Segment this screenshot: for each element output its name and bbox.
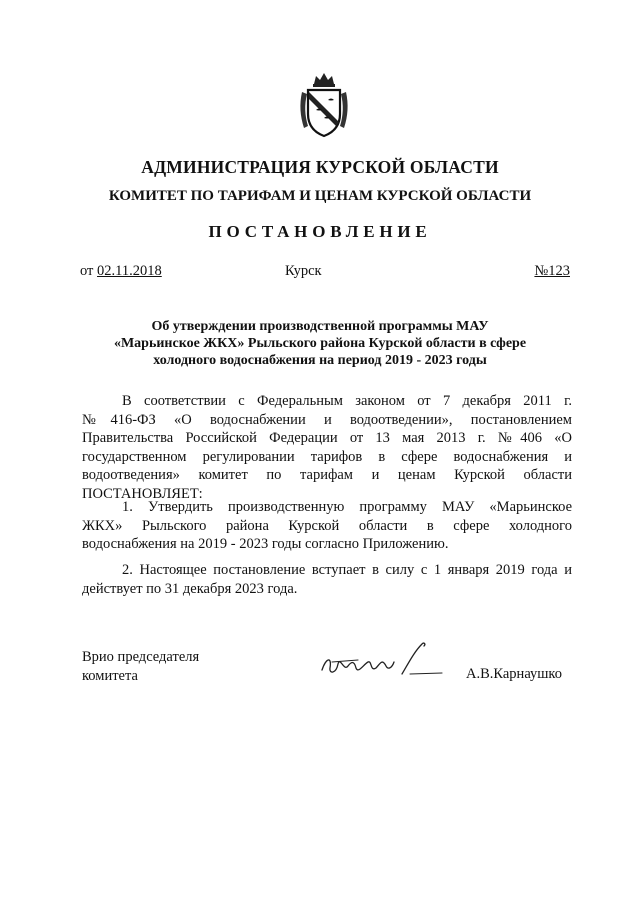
paragraph-line: водоотведения» комитет по тарифам и ценам Курской области [82,467,572,484]
signatory-name: А.В.Карнаушко [466,666,562,682]
paragraph-line: ЖКХ» Рыльского района Курской области в сфере холодного [82,517,572,534]
document-subject [90,318,550,369]
handwritten-signature [318,640,446,684]
committee-title: КОМИТЕТ ПО ТАРИФАМ И ЦЕНАМ КУРСКОЙ ОБЛАСТИ [108,188,532,204]
paragraph-line: ПОСТАНОВЛЯЕТ: [82,485,203,502]
paragraph-preamble [82,392,572,504]
paragraph-line: 2. Настоящее постановление вступает в силу с 1 января 2019 года и [122,562,572,578]
organization-title: АДМИНИСТРАЦИЯ КУРСКОЙ ОБЛАСТИ [141,157,499,177]
paragraph-line: Правительства Российской Федерации от 13 мая 2013 г. №406 «О [82,430,572,447]
date-value: 02.11.2018 [97,263,162,279]
document-type: ПОСТАНОВЛЕНИЕ [208,222,432,241]
subject-line: «Марьинское ЖКХ» Рыльского района Курской области в сфере [113,336,527,351]
paragraph-line: 1. Утвердить производственную программу МАУ «Марьинское [122,499,572,515]
paragraph-line: действует по 31 декабря 2023 года. [82,580,298,597]
subject-line: Об утверждении производственной программы МАУ [151,319,489,334]
paragraph-line: №416-ФЗ «О водоснабжении и водоотведении», постановлением [82,411,572,428]
paragraph-line: В соответствии с Федеральным законом от 7 декабря 2011 г. [122,393,572,409]
document-city: Курск [285,263,322,279]
position-line: комитета [82,667,138,684]
paragraph-line: государственном регулировании тарифов в сфере водоснабжения и [82,448,572,465]
signatory-position [82,648,199,685]
paragraph-item-1 [82,498,572,554]
paragraph-line: водоснабжения на 2019 - 2023 годы согласно Приложению. [82,536,449,553]
coat-of-arms-icon [294,70,354,140]
position-line: Врио председателя [82,649,200,665]
document-date [80,263,162,280]
date-prefix: от [80,263,98,279]
paragraph-item-2 [82,561,572,598]
subject-line: холодного водоснабжения на период 2019 - 2023 годы [153,353,487,368]
document-number: №123 [534,263,570,279]
